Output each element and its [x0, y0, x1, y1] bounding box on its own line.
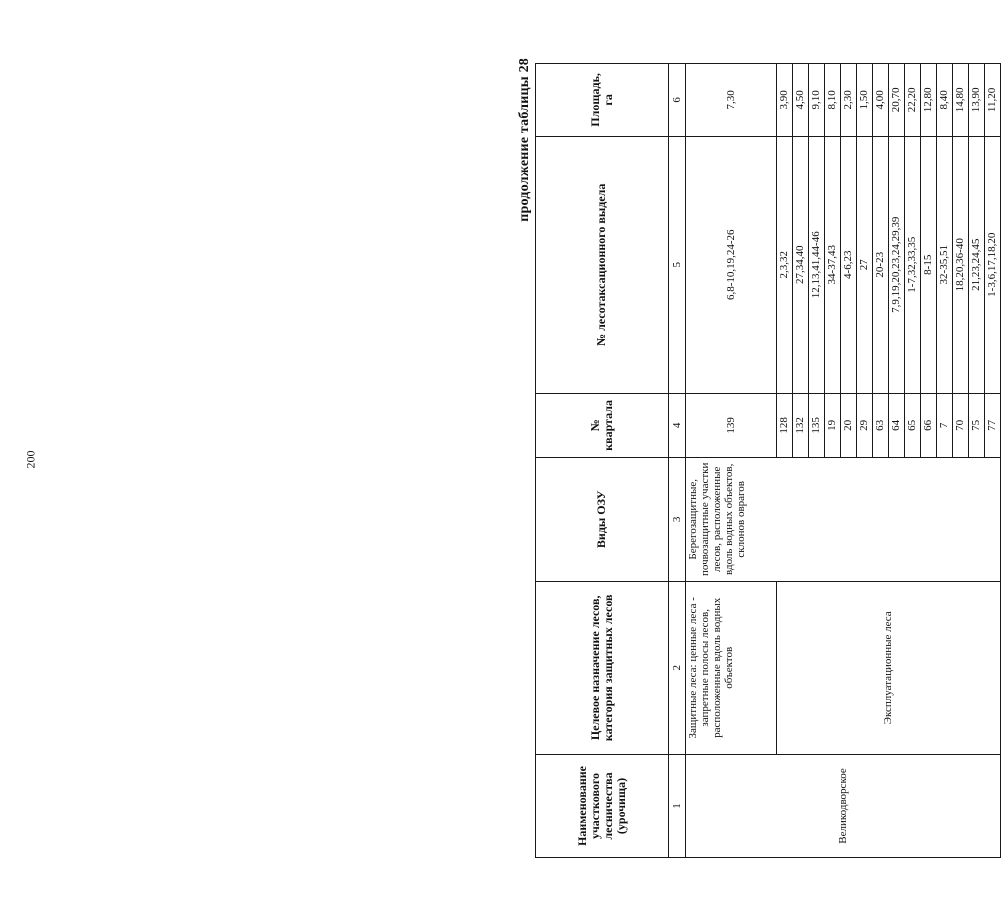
purpose-protective-cell: Защитные леса: ценные леса - запретные полосы лесов, расположенные вдоль водных объектов: [686, 581, 777, 754]
sections-cell: 32-35,51: [937, 136, 953, 393]
purpose-operational-cell: Эксплуатационные леса: [777, 581, 1001, 754]
area-cell: 14,80: [953, 64, 969, 137]
column-number: 4: [669, 393, 686, 457]
forestry-name-cell: Великодворское: [686, 754, 1001, 857]
sections-cell: 18,20,36-40: [953, 136, 969, 393]
sections-cell: 1-7,32,33,35: [905, 136, 921, 393]
header-quarter: № квартала: [536, 393, 669, 457]
quarter-cell: 128: [777, 393, 793, 457]
quarter-cell: 139: [686, 393, 777, 457]
column-number: 5: [669, 136, 686, 393]
column-number-row: [669, 64, 686, 858]
sections-cell: 34-37,43: [825, 136, 841, 393]
sections-cell: 21,23,24,45: [969, 136, 985, 393]
quarter-cell: 63: [873, 393, 889, 457]
header-forestry: Наименование участкового лесничества (урочища): [536, 754, 669, 857]
sections-cell: 1-3,6,17,18,20: [985, 136, 1001, 393]
sections-cell: 27,34,40: [793, 136, 809, 393]
sections-cell: 12,13,41,44-46: [809, 136, 825, 393]
area-cell: 13,90: [969, 64, 985, 137]
header-ozu-type: Виды ОЗУ: [536, 457, 669, 581]
sections-cell: 27: [857, 136, 873, 393]
column-number: 1: [669, 754, 686, 857]
forest-zones-table: [535, 63, 1001, 858]
table-continuation-label: продолжение таблицы 28: [517, 58, 532, 222]
header-purpose: Целевое назначение лесов, категория защитных лесов: [536, 581, 669, 754]
rotated-table-page: [517, 58, 999, 858]
header-area: Площадь, га: [536, 64, 669, 137]
quarter-cell: 75: [969, 393, 985, 457]
area-cell: 22,20: [905, 64, 921, 137]
area-cell: 7,30: [686, 64, 777, 137]
header-sections: № лесотаксационного выдела: [536, 136, 669, 393]
area-cell: 2,30: [841, 64, 857, 137]
quarter-cell: 77: [985, 393, 1001, 457]
quarter-cell: 19: [825, 393, 841, 457]
table-header-row: [536, 64, 669, 858]
column-number: 3: [669, 457, 686, 581]
area-cell: 8,40: [937, 64, 953, 137]
page-number: 200: [23, 450, 38, 469]
quarter-cell: 20: [841, 393, 857, 457]
sections-cell: 6,8-10,19,24-26: [686, 136, 777, 393]
area-cell: 4,00: [873, 64, 889, 137]
sections-cell: 20-23: [873, 136, 889, 393]
area-cell: 11,20: [985, 64, 1001, 137]
sections-cell: 4-6,23: [841, 136, 857, 393]
area-cell: 8,10: [825, 64, 841, 137]
sections-cell: 7,9,19,20,23,24,29,39: [889, 136, 905, 393]
area-cell: 20,70: [889, 64, 905, 137]
quarter-cell: 29: [857, 393, 873, 457]
quarter-cell: 65: [905, 393, 921, 457]
sections-cell: 8-15: [921, 136, 937, 393]
quarter-cell: 64: [889, 393, 905, 457]
quarter-cell: 7: [937, 393, 953, 457]
area-cell: 12,80: [921, 64, 937, 137]
area-cell: 9,10: [809, 64, 825, 137]
quarter-cell: 66: [921, 393, 937, 457]
table-row: [686, 64, 777, 858]
column-number: 2: [669, 581, 686, 754]
area-cell: 1,50: [857, 64, 873, 137]
area-cell: 4,50: [793, 64, 809, 137]
quarter-cell: 135: [809, 393, 825, 457]
quarter-cell: 132: [793, 393, 809, 457]
area-cell: 3,90: [777, 64, 793, 137]
sections-cell: 2,3,32: [777, 136, 793, 393]
column-number: 6: [669, 64, 686, 137]
quarter-cell: 70: [953, 393, 969, 457]
ozu-type-cell: Берегозащитные, почвозащитные участки лесов, расположенные вдоль водных объектов, склонов оврагов: [686, 457, 1001, 581]
